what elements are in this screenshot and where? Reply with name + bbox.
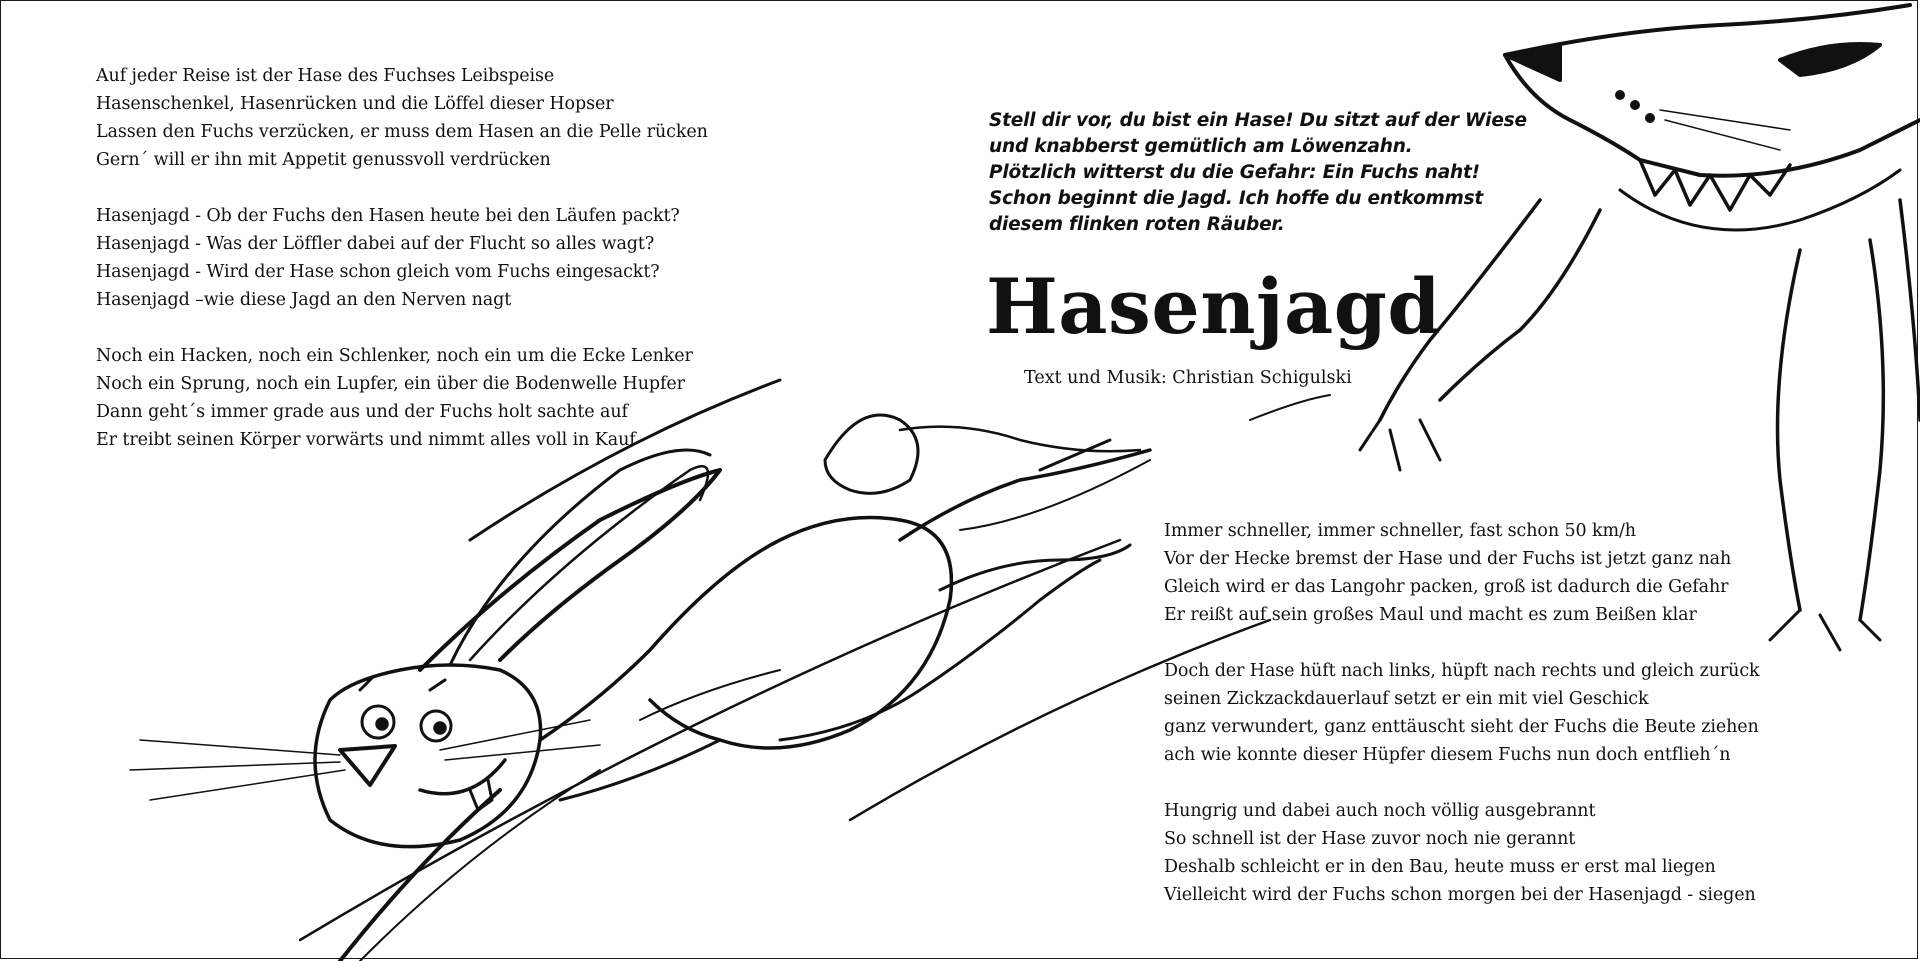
lyric-line: Hungrig und dabei auch noch völlig ausgebrannt: [1164, 801, 1596, 821]
lyric-line: Hasenjagd - Was der Löffler dabei auf der Flucht so alles wagt?: [96, 234, 655, 254]
lyric-line: Deshalb schleicht er in den Bau, heute muss er erst mal liegen: [1164, 857, 1716, 877]
right-lyrics-block: [1164, 517, 1760, 909]
intro-line: Schon beginnt die Jagd. Ich hoffe du entkommst: [989, 188, 1484, 209]
left-stanza-1: [96, 62, 708, 174]
left-lyrics-block: [96, 62, 708, 454]
lyric-line: Immer schneller, immer schneller, fast schon 50 km/h: [1164, 521, 1636, 541]
lyric-line: Auf jeder Reise ist der Hase des Fuchses Leibspeise: [96, 66, 555, 86]
lyric-line: Doch der Hase hüft nach links, hüpft nach rechts und gleich zurück: [1164, 661, 1760, 681]
song-title: Hasenjagd: [986, 262, 1441, 351]
song-credit: Text und Musik: Christian Schigulski: [1024, 368, 1352, 388]
lyric-line: Gern´ will er ihn mit Appetit genussvoll verdrücken: [96, 150, 551, 170]
lyric-line: Gleich wird er das Langohr packen, groß ist dadurch die Gefahr: [1164, 577, 1729, 597]
lyric-line: Vor der Hecke bremst der Hase und der Fuchs ist jetzt ganz nah: [1164, 549, 1732, 569]
lyric-line: Lassen den Fuchs verzücken, er muss dem Hasen an die Pelle rücken: [96, 122, 708, 142]
lyric-line: Vielleicht wird der Fuchs schon morgen bei der Hasenjagd - siegen: [1164, 885, 1756, 905]
intro-line: Stell dir vor, du bist ein Hase! Du sitzt auf der Wiese: [989, 110, 1527, 131]
lyric-line: Noch ein Hacken, noch ein Schlenker, noch ein um die Ecke Lenker: [96, 346, 693, 366]
lyric-line: Hasenjagd - Wird der Hase schon gleich vom Fuchs eingesackt?: [96, 262, 660, 282]
intro-line: Plötzlich witterst du die Gefahr: Ein Fuchs naht!: [989, 162, 1480, 183]
lyric-line: So schnell ist der Hase zuvor noch nie gerannt: [1164, 829, 1576, 849]
lyric-line: Hasenjagd –wie diese Jagd an den Nerven nagt: [96, 290, 512, 310]
right-stanza-2: [1164, 657, 1760, 769]
right-stanza-1: [1164, 517, 1760, 629]
left-stanza-2: [96, 202, 708, 314]
lyric-line: ach wie konnte dieser Hüpfer diesem Fuchs nun doch entflieh´n: [1164, 745, 1731, 765]
lyric-line: seinen Zickzackdauerlauf setzt er ein mit viel Geschick: [1164, 689, 1649, 709]
lyric-line: Er reißt auf sein großes Maul und macht es zum Beißen klar: [1164, 605, 1697, 625]
lyric-line: Er treibt seinen Körper vorwärts und nimmt alles voll in Kauf: [96, 430, 636, 450]
lyric-line: Hasenjagd - Ob der Fuchs den Hasen heute bei den Läufen packt?: [96, 206, 680, 226]
lyric-line: Hasenschenkel, Hasenrücken und die Löffel dieser Hopser: [96, 94, 614, 114]
left-stanza-3: [96, 342, 708, 454]
lyric-line: Dann geht´s immer grade aus und der Fuchs holt sachte auf: [96, 402, 628, 422]
lyric-line: Noch ein Sprung, noch ein Lupfer, ein über die Bodenwelle Hupfer: [96, 374, 685, 394]
intro-line: und knabberst gemütlich am Löwenzahn.: [989, 136, 1413, 157]
intro-line: diesem flinken roten Räuber.: [989, 214, 1285, 235]
right-stanza-3: [1164, 797, 1760, 909]
running-hare-illustration: [130, 415, 1150, 847]
intro-text: [989, 108, 1527, 238]
lyric-line: ganz verwundert, ganz enttäuscht sieht der Fuchs die Beute ziehen: [1164, 717, 1759, 737]
